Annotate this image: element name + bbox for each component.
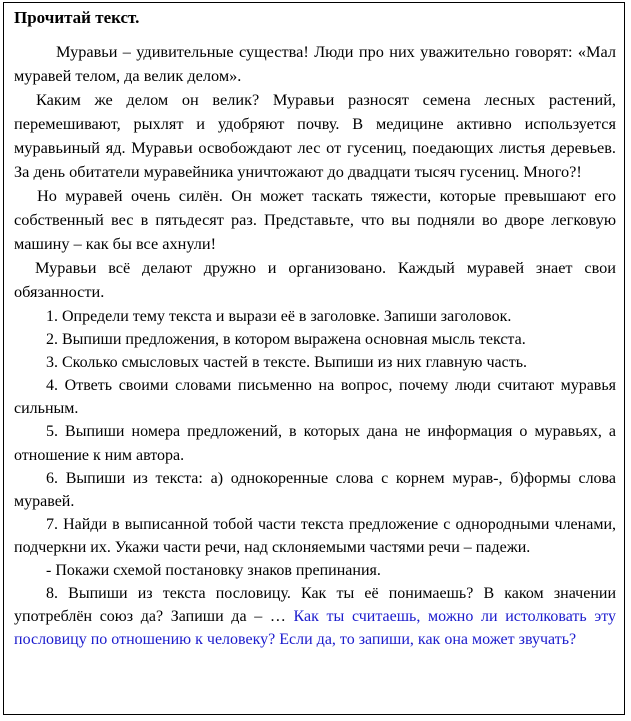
task-1 [14, 305, 616, 328]
task-5 [14, 420, 616, 466]
task-number: 1. [46, 308, 58, 325]
task-4 [14, 374, 616, 420]
task-8 [14, 582, 616, 651]
task-number: 5. [46, 423, 58, 441]
task-3 [14, 351, 616, 374]
task-number: 4. [46, 377, 58, 395]
task-text: Определи тему текста и вырази её в заголовке. Запиши заголовок. [62, 308, 512, 325]
task-7 [14, 513, 616, 559]
task-text: Покажи схемой постановку знаков препинания. [55, 562, 381, 580]
task-text: Выпиши предложения, в котором выражена основная мысль текста. [62, 331, 526, 349]
task-text: Выпиши из текста пословицу. Как ты её понимаешь? В каком значении употреблён союз да? Запиши да – … [14, 585, 617, 626]
paragraph-4: Муравьи всё делают дружно и организовано. Каждый муравей знает свои обязанности. [14, 258, 616, 301]
task-number: 7. [46, 515, 58, 533]
task-text: Сколько смысловых частей в тексте. Выпиши из них главную часть. [62, 354, 528, 372]
task-2 [14, 328, 616, 351]
task-text: Найди в выписанной тобой части текста предложение с однородными членами, подчеркни их. Укажи части речи, над склоняемыми частями речи – падежи. [14, 515, 617, 556]
task-text: Ответь своими словами письменно на вопрос, почему люди считают муравья сильным. [14, 377, 617, 418]
task-6 [14, 467, 616, 513]
task-number: 2. [46, 331, 58, 349]
task-text: Выпиши из текста: а) однокоренные слова с корнем мурав-, б)формы слова муравей. [14, 469, 616, 510]
title: Прочитай текст. [14, 8, 140, 27]
paragraph-2: Каким же делом он велик? Муравьи разносят семена лесных растений, перемешивают, рыхлят и удобряют почву. В медицине активно используется муравьиный яд. Муравьи освобождают лес от гусениц, поедающих листья деревьев. За день обитатели муравейника уничтожают до двадцати тысяч гусениц. Много?! [14, 90, 616, 181]
paragraph-3: Но муравей очень силён. Он может таскать тяжести, которые превышают его собственный вес в пятьдесят раз. Представьте, что вы подняли во дворе легковую машину – как бы все ахнули! [14, 186, 616, 253]
task-number: 8. [46, 585, 58, 603]
task-number: - [46, 562, 52, 580]
task-8-extra-question: Как ты считаешь, можно ли истолковать эту пословицу по отношению к человеку? Если да, то запиши, как она может звучать? [14, 608, 617, 649]
task-number: 3. [46, 354, 58, 372]
task-number: 6. [46, 469, 58, 487]
text-box [3, 2, 625, 715]
task-text: Выпиши номера предложений, в которых дана не информация о муравьях, а отношение к ним автора. [14, 423, 617, 464]
task-7-subtask [14, 559, 616, 582]
paragraph-1: Муравьи – удивительные существа! Люди про них уважительно говорят: «Мал муравей телом, да велик делом». [14, 42, 616, 85]
